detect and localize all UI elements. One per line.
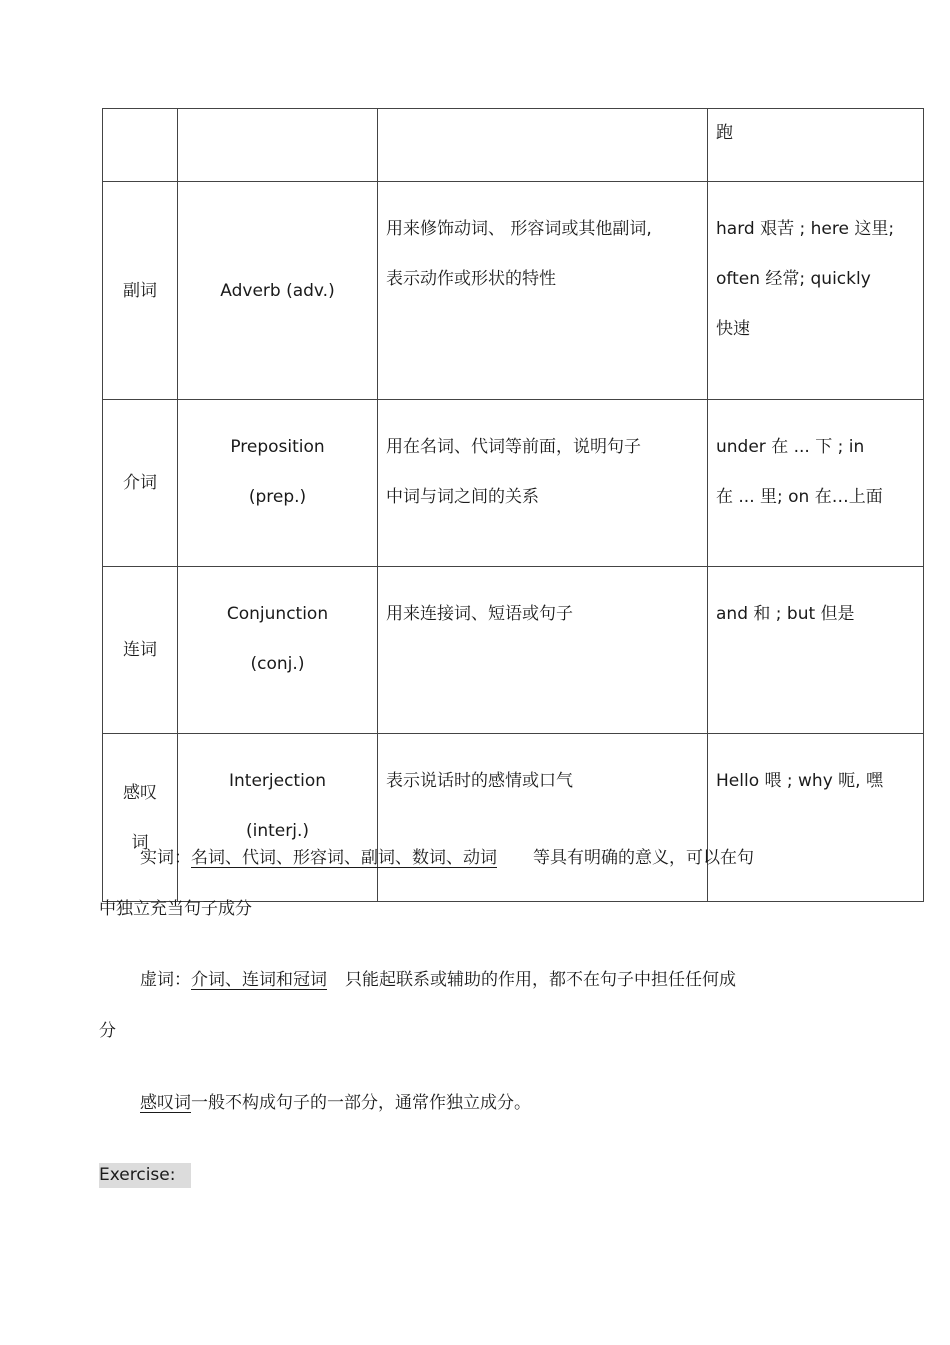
content-words-underlined: 名词、代词、形容词、副词、数词、动词 (191, 848, 497, 868)
cell-examples: and 和 ; but 但是 (708, 567, 924, 734)
table-row (103, 567, 924, 734)
content-words-note: 实词：名词、代词、形容词、副词、数词、动词 等具有明确的意义，可以在句 中独立充当句子成分 (99, 848, 754, 919)
table-row (103, 400, 924, 567)
cell-description: 用在名词、代词等前面，说明句子 中词与词之间的关系 (378, 400, 708, 567)
cell-chinese-name: 感叹 词 (103, 734, 178, 902)
cell-english-name: Interjection (interj.) (178, 734, 378, 902)
parts-of-speech-table (102, 108, 924, 902)
cell-english-name (178, 109, 378, 182)
cell-examples: under 在 ... 下 ; in 在 ... 里; on 在…上面 (708, 400, 924, 567)
cell-examples: hard 艰苦 ; here 这里; often 经常; quickly 快速 (708, 182, 924, 400)
cell-chinese-name (103, 109, 178, 182)
exercise-label: Exercise: (99, 1163, 191, 1188)
function-words-label: 虚词： (140, 970, 191, 990)
cell-examples: Hello 喂 ; why 呃, 嘿 (708, 734, 924, 902)
cell-chinese-name: 介词 (103, 400, 178, 567)
cell-chinese-name: 副词 (103, 182, 178, 400)
content-words-label: 实词： (140, 848, 191, 868)
function-words-underlined: 介词、连词和冠词 (191, 970, 327, 990)
interjection-underlined: 感叹词 (140, 1093, 191, 1113)
cell-description: 表示说话时的感情或口气 (378, 734, 708, 902)
interjection-note: 感叹词一般不构成句子的一部分，通常作独立成分。 (140, 1093, 531, 1113)
table-row (103, 109, 924, 182)
cell-english-name: Preposition (prep.) (178, 400, 378, 567)
cell-examples: 跑 (708, 109, 924, 182)
cell-english-name: Conjunction (conj.) (178, 567, 378, 734)
cell-description: 用来修饰动词、 形容词或其他副词, 表示动作或形状的特性 (378, 182, 708, 400)
table-row (103, 182, 924, 400)
cell-chinese-name: 连词 (103, 567, 178, 734)
cell-description (378, 109, 708, 182)
function-words-note: 虚词：介词、连词和冠词 只能起联系或辅助的作用，都不在句子中担任任何成 分 (99, 970, 736, 1041)
cell-english-name: Adverb (adv.) (178, 182, 378, 400)
cell-description: 用来连接词、短语或句子 (378, 567, 708, 734)
